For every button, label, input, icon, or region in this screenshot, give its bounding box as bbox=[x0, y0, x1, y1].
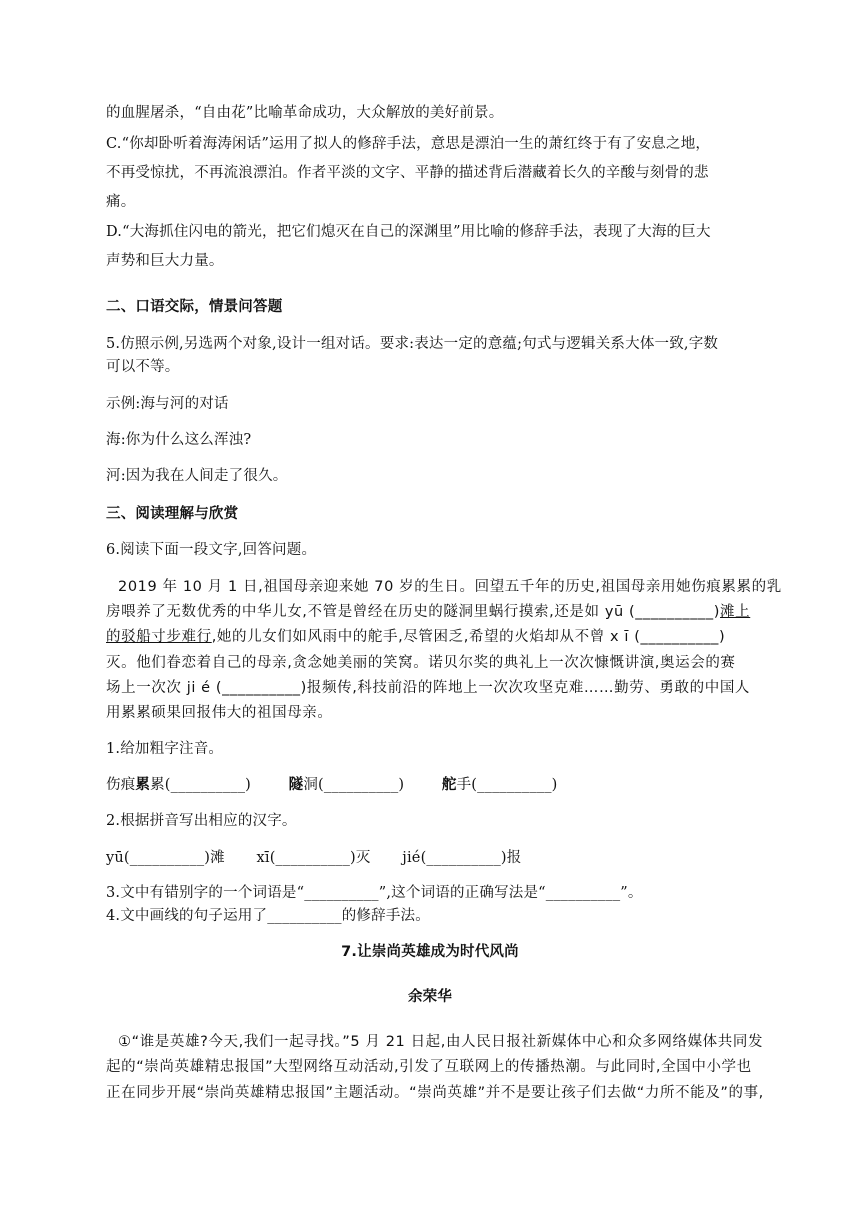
passage-text: 房喂养了无数优秀的中华儿女,不管是曾经在历史的隧洞里蜗行摸索,还是如 yū (__________) bbox=[106, 604, 721, 620]
answer-blank: jié(__________)报 bbox=[402, 850, 522, 866]
passage-line: 2019 年 10 月 1 日,祖国母亲迎来她 70 岁的生日。回望五千年的历史,祖国母亲用她伤痕累累的乳 bbox=[118, 579, 782, 595]
text-line: 的血腥屠杀，“自由花”比喻革命成功，大众解放的美好前景。 bbox=[106, 105, 504, 121]
subquestion-2: 2.根据拼音写出相应的汉字。 bbox=[106, 813, 297, 829]
passage-line: 用累累硕果回报伟大的祖国母亲。 bbox=[106, 705, 333, 721]
passage-line: 灭。他们眷恋着自己的母亲,贪念她美丽的笑窝。诺贝尔奖的典礼上一次次慷慨讲演,奥运会的赛 bbox=[106, 655, 736, 671]
example-title: 示例:海与河的对话 bbox=[106, 396, 229, 412]
answer-blank: yū(__________)滩 bbox=[106, 850, 225, 866]
subquestion-4: 4.文中画线的句子运用了__________的修辞手法。 bbox=[106, 908, 430, 924]
dialogue-river: 河:因为我在人间走了很久。 bbox=[106, 468, 288, 484]
article-line: 起的“崇尚英雄精忠报国”大型网络互动活动,引发了互联网上的传播热潮。与此同时,全国中小学也 bbox=[106, 1059, 752, 1075]
text-line: 声势和巨大力量。 bbox=[106, 253, 224, 269]
word-text: 伤痕 bbox=[106, 777, 136, 793]
subquestion-3: 3.文中有错别字的一个词语是“__________”,这个词语的正确写法是“__________”。 bbox=[106, 885, 643, 901]
article-line: 正在同步开展“崇尚英雄精忠报国”主题活动。“崇尚英雄”并不是要让孩子们去做“力所不能及”的事, bbox=[106, 1085, 764, 1101]
answer-blank: xī(__________)灭 bbox=[256, 850, 371, 866]
article-line: ①“谁是英雄?今天,我们一起寻找。”5 月 21 日起,由人民日报社新媒体中心和众多网络媒体共同发 bbox=[118, 1034, 764, 1050]
question-6: 6.阅读下面一段文字,回答问题。 bbox=[106, 542, 317, 558]
pinyin-row bbox=[106, 776, 558, 794]
text-line: 痛。 bbox=[106, 194, 136, 210]
article-title: 7.让崇尚英雄成为时代风尚 bbox=[341, 944, 519, 960]
question-5: 5.仿照示例,另选两个对象,设计一组对话。要求:表达一定的意蕴;句式与逻辑关系大体一致,字数 bbox=[106, 336, 719, 352]
answer-blank: 洞(__________) bbox=[303, 777, 405, 793]
answer-blank: 累(__________) bbox=[150, 777, 252, 793]
hanzi-row bbox=[106, 849, 521, 867]
underlined-text: 的驳船寸步难行 bbox=[106, 629, 212, 645]
bold-char: 舵 bbox=[441, 776, 457, 793]
dialogue-sea: 海:你为什么这么浑浊? bbox=[106, 432, 252, 448]
bold-char: 隧 bbox=[288, 776, 304, 793]
underlined-text: 滩上 bbox=[720, 604, 751, 620]
passage-line bbox=[106, 603, 750, 621]
subquestion-1: 1.给加粗字注音。 bbox=[106, 741, 224, 757]
option-d-line: D.“大海抓住闪电的箭光，把它们熄灭在自己的深渊里”用比喻的修辞手法，表现了大海的巨大 bbox=[106, 224, 711, 240]
section-heading: 三、阅读理解与欣赏 bbox=[106, 506, 239, 522]
text-line: 不再受惊扰，不再流浪漂泊。作者平淡的文字、平静的描述背后潜藏着长久的辛酸与刻骨的悲 bbox=[106, 165, 709, 181]
article-author: 余荣华 bbox=[407, 989, 453, 1005]
answer-blank: 手(__________) bbox=[456, 777, 558, 793]
text-line: 可以不等。 bbox=[106, 359, 180, 375]
bold-char: 累 bbox=[135, 776, 151, 793]
section-heading: 二、口语交际，情景问答题 bbox=[106, 299, 283, 315]
passage-line: 场上一次次 ji é (__________)报频传,科技前沿的阵地上一次次攻坚克难……勤劳、勇敢的中国人 bbox=[106, 680, 751, 696]
option-c-line: C.“你却卧听着海涛闲话”运用了拟人的修辞手法，意思是漂泊一生的萧红终于有了安息之地， bbox=[106, 136, 711, 152]
passage-text: ,她的儿女们如风雨中的舵手,尽管困乏,希望的火焰却从不曾 x ī (__________) bbox=[211, 629, 726, 645]
passage-line bbox=[106, 628, 725, 646]
